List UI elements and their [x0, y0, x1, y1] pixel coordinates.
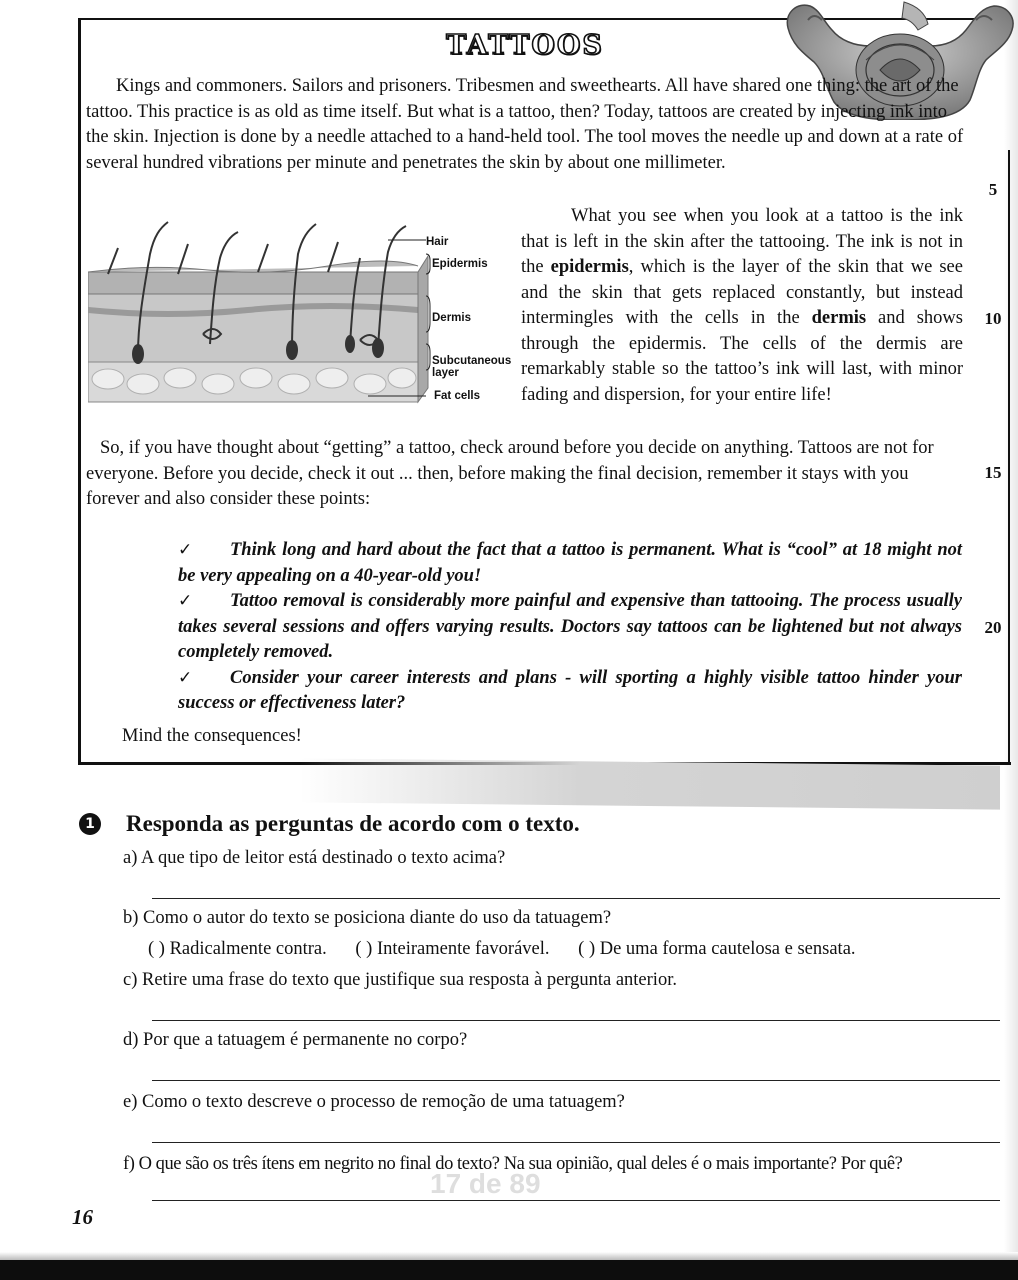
scan-bottom-border	[0, 1260, 1018, 1280]
bullet-text: Consider your career interests and plans - will sporting a highly visible tattoo hinder your success or effectiveness later?	[178, 667, 962, 713]
question-f: f) O que são os três ítens em negrito no final do texto? Na sua opinião, qual deles é o mais importante? Por quê?	[123, 1154, 903, 1174]
question-e: e) Como o texto descreve o processo de remoção de uma tatuagem?	[123, 1092, 625, 1112]
bullet-list	[178, 538, 962, 717]
page-number: 16	[72, 1205, 93, 1229]
bullet-text: Think long and hard about the fact that a tattoo is permanent. What is “cool” at 18 might not be very appealing on a 40-year-old you!	[178, 540, 962, 586]
exercise-number-badge: 1	[79, 813, 101, 835]
paragraph-ink-part1: What you see when you look at a tattoo is the ink that is left in the skin after the tattooing. The ink is not in the	[521, 206, 963, 277]
choice-entirely-favorable[interactable]: ( ) Inteiramente favorável.	[355, 939, 550, 959]
keyword-epidermis: epidermis	[550, 257, 629, 277]
diagram-label-fat-cells: Fat cells	[434, 390, 481, 402]
bullet-text: Tattoo removal is considerably more painful and expensive than tattooing. The process usually takes several sessions and offers varying results. Doctors say tattoos can be lightened but not always completely removed.	[178, 591, 962, 662]
line-number: 15	[984, 463, 1002, 482]
line-number: 20	[984, 618, 1002, 637]
answer-line-d[interactable]	[152, 1080, 1000, 1081]
closing-line: Mind the consequences!	[122, 726, 302, 746]
skin-diagram	[88, 214, 518, 414]
choices-b	[148, 939, 880, 960]
checkmark-icon: ✓	[178, 667, 193, 688]
answer-line-f[interactable]	[152, 1200, 1000, 1201]
paragraph-advice	[86, 436, 966, 513]
question-a: a) A que tipo de leitor está destinado o texto acima?	[123, 848, 506, 868]
bullet-item	[178, 666, 962, 717]
bullet-item	[178, 589, 962, 666]
bullet-item	[178, 538, 962, 589]
paragraph-intro-text: Kings and commoners. Sailors and prisoners. Tribesmen and sweethearts. All have shared one thing: the art of the tattoo. This practice is as old as time itself. But what is a tattoo, then? Today, tattoos are created by injecting ink into the skin. Injection is done by a needle attached to a hand-held tool. The tool moves the needle up and down at a rate of several hundred vibrations per minute and penetrates the skin by about one millimeter.	[86, 76, 964, 173]
document-title: TATTOOS	[446, 30, 604, 61]
checkmark-icon: ✓	[178, 591, 193, 611]
paragraph-ink	[521, 204, 963, 408]
paragraph-advice-text: So, if you have thought about “getting” a tattoo, check around before you decide on anything. Tattoos are not for everyone. Before you decide, check it out ... then, before making the final decision, remember it stays with you forever and also consider these points:	[86, 438, 934, 509]
answer-line-c[interactable]	[152, 1020, 1000, 1021]
exercise-heading: Responda as perguntas de acordo com o texto.	[126, 811, 580, 836]
diagram-label-dermis: Dermis	[432, 312, 471, 324]
question-c: c) Retire uma frase do texto que justifique sua resposta à pergunta anterior.	[123, 970, 677, 990]
paragraph-ink-part3: and shows through the epidermis. The cells of the dermis are remarkably stable so the tattoo’s ink will last, with minor fading and dispersion, for your entire life!	[521, 308, 963, 405]
answer-line-a[interactable]	[152, 898, 1000, 899]
choice-cautious-sensible[interactable]: ( ) De uma forma cautelosa e sensata.	[578, 939, 856, 959]
diagram-label-subcutaneous: Subcutaneous layer	[432, 355, 512, 379]
reading-box-right-border	[1008, 150, 1010, 762]
scan-edge	[0, 1252, 1018, 1260]
diagram-label-hair: Hair	[426, 236, 449, 248]
diagram-label-epidermis: Epidermis	[432, 258, 488, 270]
paragraph-intro	[86, 74, 966, 176]
line-number: 10	[984, 309, 1002, 328]
answer-line-e[interactable]	[152, 1142, 1000, 1143]
line-number: 5	[988, 180, 998, 199]
choice-radically-against[interactable]: ( ) Radicalmente contra.	[148, 939, 327, 959]
scan-shadow	[300, 758, 1000, 809]
paragraph-ink-part2: , which is the layer of the skin that we see and the skin that gets replaced constantly, but instead intermingles with the cells in the	[521, 257, 963, 328]
question-b: b) Como o autor do texto se posiciona diante do uso da tatuagem?	[123, 908, 612, 928]
checkmark-icon: ✓	[178, 540, 193, 560]
keyword-dermis: dermis	[811, 308, 867, 328]
question-d: d) Por que a tatuagem é permanente no corpo?	[123, 1030, 468, 1050]
page-watermark: 17 de 89	[430, 1168, 541, 1199]
